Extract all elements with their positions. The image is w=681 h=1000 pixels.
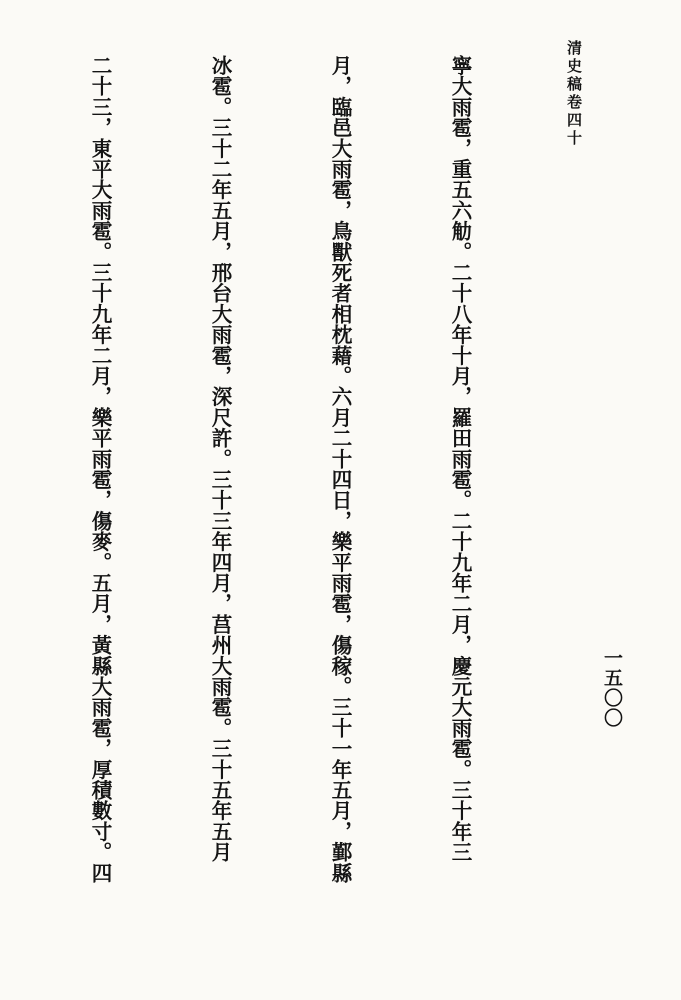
text-column: 二十三，東平大雨雹。三十九年二月，樂平雨雹，傷麥。五月，黃縣大雨雹，厚積數寸。四 [88, 55, 112, 883]
text-column: 月，臨邑大雨雹，鳥獸死者相枕藉。六月二十四日，樂平雨雹，傷稼。三十一年五月，鄞縣 [328, 55, 352, 883]
text-column: 寧大雨雹，重五六觔。二十八年十月，羅田雨雹。二十九年二月，慶元大雨雹。三十年三 [448, 55, 472, 863]
body-text [78, 55, 560, 985]
running-header: 清史稿卷四十 [565, 40, 583, 148]
text-column: 冰雹。三十二年五月，邢台大雨雹，深尺許。三十三年四月，莒州大雨雹。三十五年五月 [208, 55, 232, 863]
page-number: 一五〇〇 [601, 648, 623, 728]
